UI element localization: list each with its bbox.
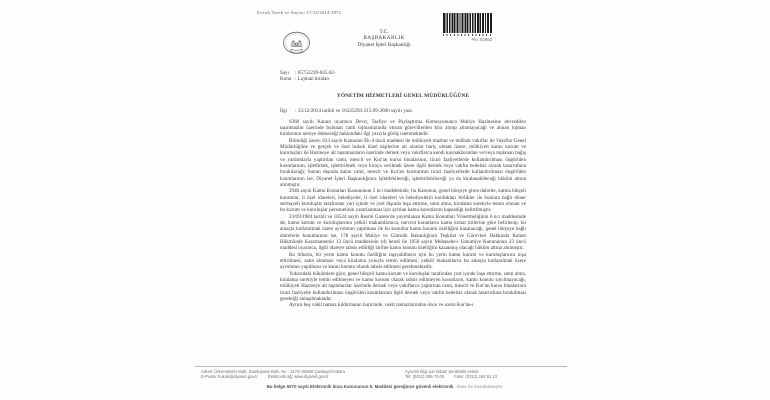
footer-email: E-Posta: hukuk@diyanet.gov.tr xyxy=(201,374,258,379)
footer-phone-row xyxy=(405,374,563,379)
esign-note-main: Bu belge 5070 sayılı Elektronik İmza Kanununun 5. Maddesi gereğince güvenli elektronik xyxy=(266,384,454,389)
footer-contact-column xyxy=(405,369,563,379)
body-paragraph: Bilindiği üzere, 633 sayılı Kanunun Ek-4 üncü maddesi ile mülkiyeti mazbut ve mülhak vakıflar ile Vakıflar Genel Müdürlüğüne ve gerçek ve özel hukuk tüzel kişilerine ait olanlar hariç olmak üzere, mülkiyeti kamu kurum ve kuruluşları ile Hazineye ait taşınmazların üzerinde dernek veya vakıflarca kendi kaynaklarından ve/veya toplanan bağış ve yardımlarla yaptırılan cami, mescit ve Kur'an kursu binalarının, ticari faaliyetlerde kullandırılması öngörülen kısımlarının, işletilmek, işlettirilmek veya kiraya verilmek üzere ilgili dernek veya vakfın bedelsiz olarak tasarrufuna bırakılacağı; bunun dışında kalan cami, mescit ve Kur'an kurslarının ticari faaliyetlerde kullandırılması öngörülen kısımlarının ise, Diyanet İşleri Başkanlığınca işletilebileceği, işlettirilebileceği ya da kiralanabileceği hüküm altına alınmıştır. xyxy=(280,137,526,188)
letterhead-dept: Diyanet İşleri Başkanlığı xyxy=(357,41,411,48)
footer-contact: Ayrıntılı bilgi için irtibat: Şerafettin Arslan xyxy=(405,369,479,374)
body-paragraph: 2946 sayılı Kamu Konutları Kanununun 2 nci maddesinde, bu Kanunun, genel bütçeye giren daireler, katma bütçeli kurumlar, il özel idareleri, belediyeler, il özel idareleri ve belediyelerin kurdukları birlikler ile bunlara bağlı döner sermayeli kuruluşlar tarafından yurt içinde ve yurt dışında inşa ettirme, satın alma, kiralama suretiyle temin olunan ve bu kurum ve kuruluşlar personelinin yararlanması için ayrılan kamu konutlarını kapsadığı belirtilmiştir. xyxy=(280,188,526,214)
footer-links-row xyxy=(201,374,405,379)
body-paragraph: Bu itibarla, bir yerin kamu konutu özelliğini taşıyabilmesi için bu yerin kamu kurum ve kuruluşlarınca inşa ettirilmesi, satın alınması veya kiralama yoluyla temin edilmesi, yetkili makamlarca bu amaçla kullanılmak üzere ayrımının yapılması ve kamu konutu olarak tahsis edilmesi gerekmektedir. xyxy=(280,251,526,271)
ilgi-line xyxy=(280,108,413,114)
ilgi-label: İlgi xyxy=(280,108,288,114)
reference-block xyxy=(280,70,335,82)
body-paragraph: Ayrıca beş vakit namaz kıldırmanın haricinde, vakit namazlarından önce ve sonra Kur'an-ı xyxy=(289,302,474,309)
konu-label: Konu xyxy=(280,76,292,82)
letterhead xyxy=(299,29,469,48)
body-paragraph: 23/09/1984 tarihli ve 18524 sayılı Resmî Gazete'de yayımlanan Kamu Konutları Yönetmeliğinin 6 ncı maddesinde de, kamu kurum ve kuruluşlarının yetkili makamlarınca, mevcut konutların kamu konut türlerine göre belirlenip, bu amaçta kullanılmak üzere ayrımının yapılması ile bu konutlar kamu konutu özelliğini kazanacağı, genel bütçeye bağlı dairelerin konutlarının ise, 178 sayılı Maliye ve Gümrük Bakanlığının Teşkilat ve Görevleri Hakkında Kanun Hükmünde Kararnamenin 13 üncü maddesinin (d) bendi ile 1050 sayılı Muhasebe-i Umumiye Kanununun 23 üncü maddesi uyarınca, ilgili idareye tahsis edildiği tarihte kamu konutu özelliğini kazanmış olacağı hüküm altına alınmıştır. xyxy=(280,213,526,252)
konu-row xyxy=(280,76,335,82)
footer-block xyxy=(195,366,567,379)
footer-fax: Faks: (0312) 284 51 13 xyxy=(454,374,497,379)
sayi-label: Sayı xyxy=(280,70,290,76)
sayi-value: : 65752239-045.02- xyxy=(295,70,336,76)
footer-web: Elektronik ağ: www.diyanet.gov.tr xyxy=(267,374,329,379)
footer-address: Adres: Üniversiteler Mah. Dumlupınar Bulv. No : 147/A 06800 Çankaya/Ankara xyxy=(201,369,345,374)
barcode-pin-label: Pin: 92962 xyxy=(471,37,492,42)
addressee-heading: YÖNETİM HİZMETLERİ GENEL MÜDÜRLÜĞÜNE xyxy=(336,93,470,99)
body-paragraph: Yukarıdaki hükümlere göre, genel bütçeli kamu kurum ve kuruluşlar tarafından yurt içinde inşa ettirme, satın alma, kiralama suretiyle temin edilmeyen ve kamu konutu olarak tahsis edilmeyen konutların, kamu konutu sayılmayacağı, mülkiyeti Hazineye ait taşınmazlar üzerinde dernek veya vakıflarca yaptırılan cami, mescit ve Kur'an kursu binalarının ticari faaliyette kullandırılması öngörülen kısımlarının ilgili dernek veya vakfın bedelsiz olarak tasarrufuna bırakılması gerektiği anlaşılmaktadır. xyxy=(280,270,526,303)
body-paragraph: 6360 sayılı Kanun uyarınca Devir, Tasfiye ve Paylaştırma Komisyonunca Maliye Hazinesine devredilen taşınmazlar üzerinde bulunan cami lojmanlarında oturan görevlilerden kira alınıp alınmayacağı ve alınan lojman kiralarının nereye ödeneceği hakkındaki ilgi yazıyla görüş istenmektedir. xyxy=(280,118,526,138)
footer-address-column xyxy=(201,369,405,379)
esign-note xyxy=(185,384,585,389)
esign-note-tail: imza ile imzalanmıştır. xyxy=(456,384,504,389)
letter-body xyxy=(280,119,526,309)
ilgi-value: : 15/12/2014 tarihli ve 16225293-215.99-2680 sayılı yazı. xyxy=(295,108,413,114)
evrak-date-number: Evrak Tarih ve Sayısı: 17/12/2014-2872 xyxy=(257,10,342,15)
footer-tel: Tel: (0312) 295 70 00 xyxy=(405,374,445,379)
letterhead-org: BAŞBAKANLIK xyxy=(363,35,405,42)
letterhead-tc: T.C. xyxy=(379,29,389,35)
konu-value: : Lojman kiraları xyxy=(295,76,330,82)
